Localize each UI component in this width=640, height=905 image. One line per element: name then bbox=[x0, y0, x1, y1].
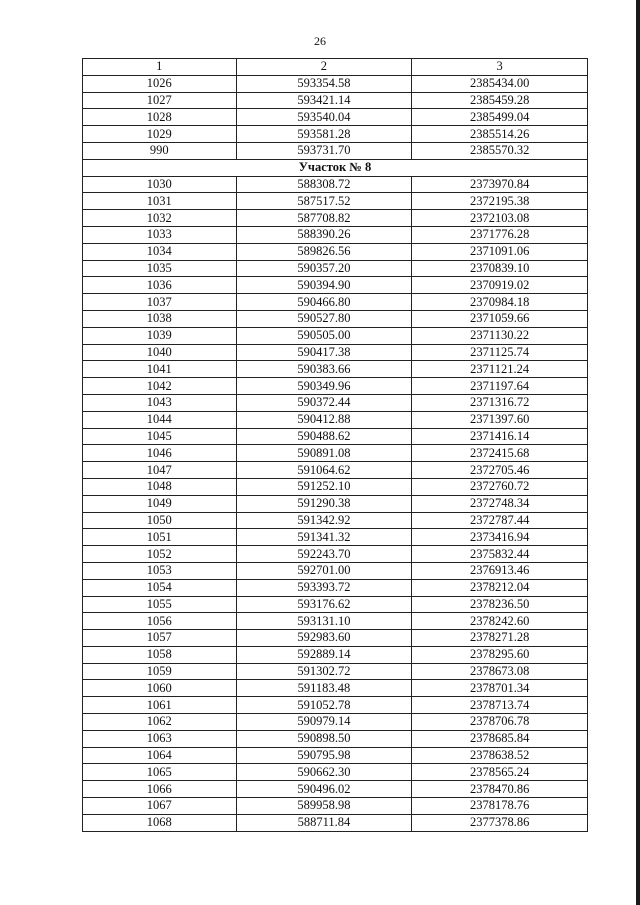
y-coordinate-cell: 2385434.00 bbox=[412, 75, 588, 92]
x-coordinate-cell: 588308.72 bbox=[236, 176, 412, 193]
table-row bbox=[83, 327, 588, 344]
point-number-cell: 1043 bbox=[83, 394, 237, 411]
y-coordinate-cell: 2378178.76 bbox=[412, 798, 588, 815]
y-coordinate-cell: 2370839.10 bbox=[412, 260, 588, 277]
point-number-cell: 1045 bbox=[83, 428, 237, 445]
point-number-cell: 1060 bbox=[83, 680, 237, 697]
page-number: 26 bbox=[314, 34, 326, 48]
x-coordinate-cell: 593131.10 bbox=[236, 613, 412, 630]
point-number-cell: 1057 bbox=[83, 630, 237, 647]
point-number-cell: 1029 bbox=[83, 126, 237, 143]
table-row bbox=[83, 210, 588, 227]
x-coordinate-cell: 591341.32 bbox=[236, 529, 412, 546]
x-coordinate-cell: 593176.62 bbox=[236, 596, 412, 613]
x-coordinate-cell: 590979.14 bbox=[236, 714, 412, 731]
y-coordinate-cell: 2378470.86 bbox=[412, 781, 588, 798]
x-coordinate-cell: 588390.26 bbox=[236, 226, 412, 243]
x-coordinate-cell: 589958.98 bbox=[236, 798, 412, 815]
y-coordinate-cell: 2372748.34 bbox=[412, 495, 588, 512]
y-coordinate-cell: 2385570.32 bbox=[412, 142, 588, 159]
x-coordinate-cell: 590662.30 bbox=[236, 764, 412, 781]
point-number-cell: 1047 bbox=[83, 462, 237, 479]
column-header: 2 bbox=[236, 59, 412, 76]
table-row bbox=[83, 243, 588, 260]
y-coordinate-cell: 2376913.46 bbox=[412, 562, 588, 579]
table-row bbox=[83, 344, 588, 361]
table-row bbox=[83, 193, 588, 210]
table-row bbox=[83, 226, 588, 243]
table-row bbox=[83, 126, 588, 143]
y-coordinate-cell: 2378271.28 bbox=[412, 630, 588, 647]
y-coordinate-cell: 2378706.78 bbox=[412, 714, 588, 731]
y-coordinate-cell: 2371316.72 bbox=[412, 394, 588, 411]
section-title: Участок № 8 bbox=[83, 159, 588, 176]
table-row bbox=[83, 546, 588, 563]
y-coordinate-cell: 2385499.04 bbox=[412, 109, 588, 126]
table-header-row bbox=[83, 59, 588, 76]
y-coordinate-cell: 2378295.60 bbox=[412, 646, 588, 663]
y-coordinate-cell: 2371121.24 bbox=[412, 361, 588, 378]
x-coordinate-cell: 590357.20 bbox=[236, 260, 412, 277]
x-coordinate-cell: 590898.50 bbox=[236, 730, 412, 747]
point-number-cell: 1026 bbox=[83, 75, 237, 92]
x-coordinate-cell: 588711.84 bbox=[236, 814, 412, 831]
table-row bbox=[83, 361, 588, 378]
y-coordinate-cell: 2371125.74 bbox=[412, 344, 588, 361]
y-coordinate-cell: 2371397.60 bbox=[412, 411, 588, 428]
table-row bbox=[83, 781, 588, 798]
point-number-cell: 1048 bbox=[83, 478, 237, 495]
x-coordinate-cell: 593731.70 bbox=[236, 142, 412, 159]
y-coordinate-cell: 2371091.06 bbox=[412, 243, 588, 260]
table-row bbox=[83, 613, 588, 630]
table-row bbox=[83, 630, 588, 647]
y-coordinate-cell: 2378713.74 bbox=[412, 697, 588, 714]
x-coordinate-cell: 590795.98 bbox=[236, 747, 412, 764]
point-number-cell: 1056 bbox=[83, 613, 237, 630]
x-coordinate-cell: 590891.08 bbox=[236, 445, 412, 462]
column-header: 1 bbox=[83, 59, 237, 76]
x-coordinate-cell: 590412.88 bbox=[236, 411, 412, 428]
y-coordinate-cell: 2370984.18 bbox=[412, 294, 588, 311]
y-coordinate-cell: 2378673.08 bbox=[412, 663, 588, 680]
point-number-cell: 1058 bbox=[83, 646, 237, 663]
point-number-cell: 1038 bbox=[83, 310, 237, 327]
point-number-cell: 1062 bbox=[83, 714, 237, 731]
point-number-cell: 1030 bbox=[83, 176, 237, 193]
page-edge bbox=[636, 0, 640, 905]
point-number-cell: 1050 bbox=[83, 512, 237, 529]
table-row bbox=[83, 495, 588, 512]
table-row bbox=[83, 92, 588, 109]
y-coordinate-cell: 2371059.66 bbox=[412, 310, 588, 327]
table-row bbox=[83, 646, 588, 663]
y-coordinate-cell: 2372195.38 bbox=[412, 193, 588, 210]
table-row bbox=[83, 747, 588, 764]
x-coordinate-cell: 593393.72 bbox=[236, 579, 412, 596]
column-header: 3 bbox=[412, 59, 588, 76]
point-number-cell: 1054 bbox=[83, 579, 237, 596]
point-number-cell: 1031 bbox=[83, 193, 237, 210]
x-coordinate-cell: 590505.00 bbox=[236, 327, 412, 344]
x-coordinate-cell: 590466.80 bbox=[236, 294, 412, 311]
y-coordinate-cell: 2378565.24 bbox=[412, 764, 588, 781]
table-row bbox=[83, 798, 588, 815]
y-coordinate-cell: 2372705.46 bbox=[412, 462, 588, 479]
x-coordinate-cell: 591302.72 bbox=[236, 663, 412, 680]
point-number-cell: 1064 bbox=[83, 747, 237, 764]
x-coordinate-cell: 590383.66 bbox=[236, 361, 412, 378]
x-coordinate-cell: 591342.92 bbox=[236, 512, 412, 529]
point-number-cell: 990 bbox=[83, 142, 237, 159]
table-row bbox=[83, 596, 588, 613]
table-row bbox=[83, 814, 588, 831]
table-row bbox=[83, 260, 588, 277]
x-coordinate-cell: 591183.48 bbox=[236, 680, 412, 697]
y-coordinate-cell: 2372415.68 bbox=[412, 445, 588, 462]
table-row bbox=[83, 764, 588, 781]
table-row bbox=[83, 512, 588, 529]
table-row bbox=[83, 579, 588, 596]
point-number-cell: 1063 bbox=[83, 730, 237, 747]
table-row bbox=[83, 142, 588, 159]
x-coordinate-cell: 591290.38 bbox=[236, 495, 412, 512]
x-coordinate-cell: 590394.90 bbox=[236, 277, 412, 294]
coordinates-table bbox=[82, 58, 588, 832]
point-number-cell: 1039 bbox=[83, 327, 237, 344]
y-coordinate-cell: 2378701.34 bbox=[412, 680, 588, 697]
table-row bbox=[83, 562, 588, 579]
y-coordinate-cell: 2371130.22 bbox=[412, 327, 588, 344]
y-coordinate-cell: 2370919.02 bbox=[412, 277, 588, 294]
table-row bbox=[83, 378, 588, 395]
y-coordinate-cell: 2372760.72 bbox=[412, 478, 588, 495]
y-coordinate-cell: 2373416.94 bbox=[412, 529, 588, 546]
x-coordinate-cell: 593354.58 bbox=[236, 75, 412, 92]
point-number-cell: 1051 bbox=[83, 529, 237, 546]
x-coordinate-cell: 592983.60 bbox=[236, 630, 412, 647]
x-coordinate-cell: 590417.38 bbox=[236, 344, 412, 361]
point-number-cell: 1067 bbox=[83, 798, 237, 815]
point-number-cell: 1037 bbox=[83, 294, 237, 311]
point-number-cell: 1034 bbox=[83, 243, 237, 260]
y-coordinate-cell: 2385514.26 bbox=[412, 126, 588, 143]
y-coordinate-cell: 2371776.28 bbox=[412, 226, 588, 243]
point-number-cell: 1049 bbox=[83, 495, 237, 512]
point-number-cell: 1046 bbox=[83, 445, 237, 462]
y-coordinate-cell: 2378638.52 bbox=[412, 747, 588, 764]
point-number-cell: 1036 bbox=[83, 277, 237, 294]
x-coordinate-cell: 587708.82 bbox=[236, 210, 412, 227]
x-coordinate-cell: 591052.78 bbox=[236, 697, 412, 714]
x-coordinate-cell: 590496.02 bbox=[236, 781, 412, 798]
x-coordinate-cell: 590349.96 bbox=[236, 378, 412, 395]
point-number-cell: 1028 bbox=[83, 109, 237, 126]
table-body bbox=[83, 59, 588, 832]
table-row bbox=[83, 277, 588, 294]
x-coordinate-cell: 592889.14 bbox=[236, 646, 412, 663]
section-row bbox=[83, 159, 588, 176]
y-coordinate-cell: 2372103.08 bbox=[412, 210, 588, 227]
x-coordinate-cell: 593421.14 bbox=[236, 92, 412, 109]
x-coordinate-cell: 593540.04 bbox=[236, 109, 412, 126]
table-row bbox=[83, 176, 588, 193]
point-number-cell: 1066 bbox=[83, 781, 237, 798]
table-row bbox=[83, 394, 588, 411]
point-number-cell: 1041 bbox=[83, 361, 237, 378]
table-row bbox=[83, 109, 588, 126]
point-number-cell: 1033 bbox=[83, 226, 237, 243]
x-coordinate-cell: 590488.62 bbox=[236, 428, 412, 445]
point-number-cell: 1044 bbox=[83, 411, 237, 428]
y-coordinate-cell: 2378242.60 bbox=[412, 613, 588, 630]
point-number-cell: 1061 bbox=[83, 697, 237, 714]
point-number-cell: 1059 bbox=[83, 663, 237, 680]
x-coordinate-cell: 591252.10 bbox=[236, 478, 412, 495]
table-row bbox=[83, 462, 588, 479]
point-number-cell: 1068 bbox=[83, 814, 237, 831]
table-row bbox=[83, 680, 588, 697]
x-coordinate-cell: 592243.70 bbox=[236, 546, 412, 563]
table-row bbox=[83, 730, 588, 747]
point-number-cell: 1053 bbox=[83, 562, 237, 579]
x-coordinate-cell: 591064.62 bbox=[236, 462, 412, 479]
point-number-cell: 1040 bbox=[83, 344, 237, 361]
x-coordinate-cell: 593581.28 bbox=[236, 126, 412, 143]
table-row bbox=[83, 697, 588, 714]
table-row bbox=[83, 428, 588, 445]
y-coordinate-cell: 2378685.84 bbox=[412, 730, 588, 747]
y-coordinate-cell: 2372787.44 bbox=[412, 512, 588, 529]
y-coordinate-cell: 2377378.86 bbox=[412, 814, 588, 831]
point-number-cell: 1055 bbox=[83, 596, 237, 613]
table-row bbox=[83, 310, 588, 327]
x-coordinate-cell: 592701.00 bbox=[236, 562, 412, 579]
point-number-cell: 1042 bbox=[83, 378, 237, 395]
table-row bbox=[83, 478, 588, 495]
y-coordinate-cell: 2375832.44 bbox=[412, 546, 588, 563]
x-coordinate-cell: 590372.44 bbox=[236, 394, 412, 411]
y-coordinate-cell: 2373970.84 bbox=[412, 176, 588, 193]
point-number-cell: 1052 bbox=[83, 546, 237, 563]
y-coordinate-cell: 2371416.14 bbox=[412, 428, 588, 445]
table-row bbox=[83, 75, 588, 92]
point-number-cell: 1035 bbox=[83, 260, 237, 277]
x-coordinate-cell: 587517.52 bbox=[236, 193, 412, 210]
y-coordinate-cell: 2371197.64 bbox=[412, 378, 588, 395]
point-number-cell: 1027 bbox=[83, 92, 237, 109]
table-row bbox=[83, 714, 588, 731]
x-coordinate-cell: 589826.56 bbox=[236, 243, 412, 260]
y-coordinate-cell: 2385459.28 bbox=[412, 92, 588, 109]
table-row bbox=[83, 445, 588, 462]
y-coordinate-cell: 2378236.50 bbox=[412, 596, 588, 613]
table-row bbox=[83, 411, 588, 428]
table-row bbox=[83, 529, 588, 546]
table-row bbox=[83, 294, 588, 311]
y-coordinate-cell: 2378212.04 bbox=[412, 579, 588, 596]
table-row bbox=[83, 663, 588, 680]
point-number-cell: 1065 bbox=[83, 764, 237, 781]
point-number-cell: 1032 bbox=[83, 210, 237, 227]
x-coordinate-cell: 590527.80 bbox=[236, 310, 412, 327]
